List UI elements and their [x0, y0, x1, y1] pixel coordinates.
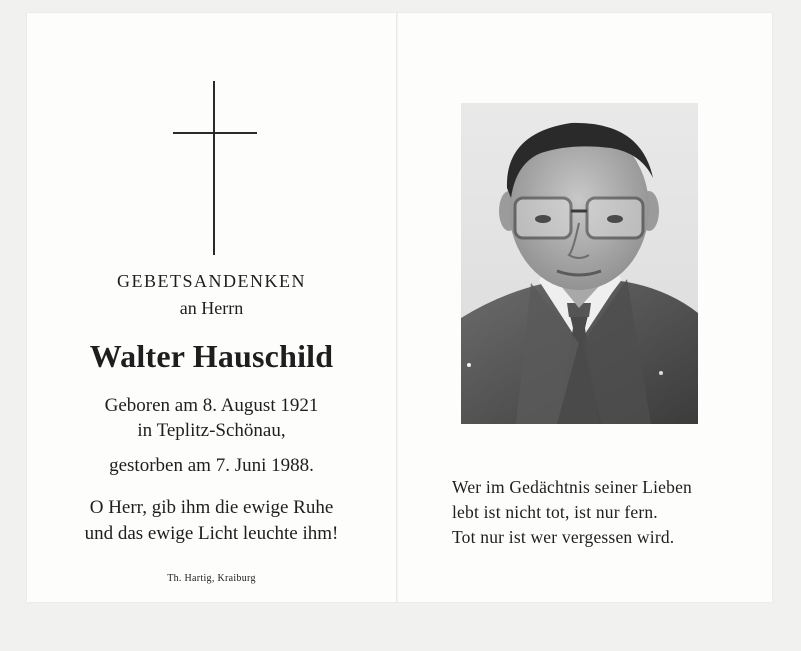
- left-panel: [27, 13, 396, 602]
- portrait-illustration: [461, 103, 698, 424]
- quote-line-2: lebt ist nicht tot, ist nur fern.: [452, 502, 658, 522]
- cross-vertical-bar: [213, 81, 215, 255]
- card-heading: GEBETSANDENKEN: [117, 271, 306, 291]
- death-date: gestorben am 7. Juni 1988.: [109, 455, 314, 476]
- deceased-name: Walter Hauschild: [89, 338, 334, 374]
- portrait-photo: [461, 103, 698, 424]
- birth-date: Geboren am 8. August 1921: [104, 395, 319, 416]
- cross-horizontal-bar: [173, 132, 257, 134]
- printer-imprint: Th. Hartig, Kraiburg: [167, 573, 256, 584]
- prayer-line-2: und das ewige Licht leuchte ihm!: [84, 523, 339, 544]
- honorific: an Herrn: [179, 298, 244, 318]
- prayer-line-1: O Herr, gib ihm die ewige Ruhe: [89, 497, 334, 518]
- quote-line-3: Tot nur ist wer vergessen wird.: [452, 527, 675, 547]
- birth-place: in Teplitz-Schönau,: [137, 420, 286, 441]
- quote-line-1: Wer im Gedächtnis seiner Lieben: [452, 477, 692, 497]
- right-panel: [398, 13, 772, 602]
